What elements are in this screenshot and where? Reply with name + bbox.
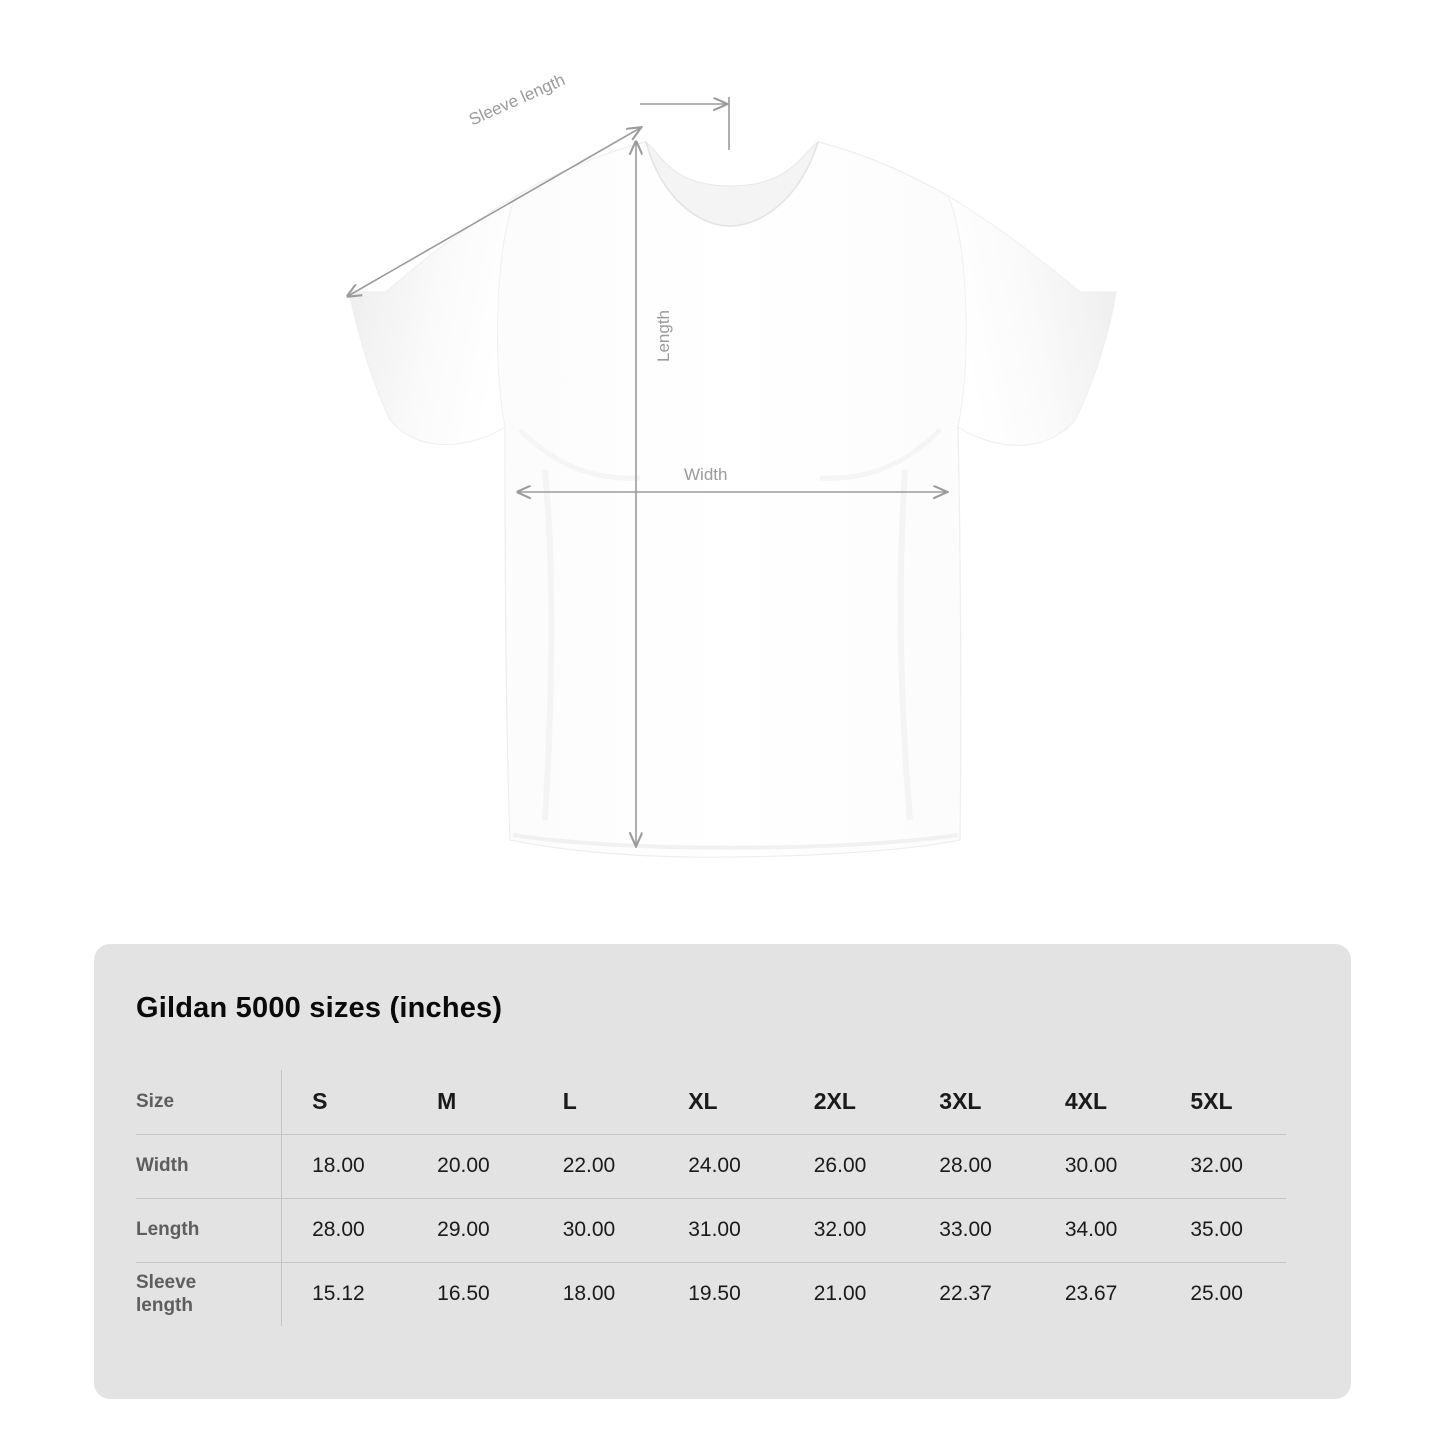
length-2xl: 32.00: [784, 1198, 910, 1262]
width-5xl: 32.00: [1160, 1134, 1286, 1198]
row-header-length: Length: [136, 1198, 282, 1262]
width-2xl: 26.00: [784, 1134, 910, 1198]
sleeve-xl: 19.50: [688, 1282, 741, 1306]
sleeve-l: 18.00: [562, 1282, 616, 1306]
sleeve-s: 15.12: [312, 1282, 365, 1306]
sleeve-label-line2: length: [136, 1295, 193, 1317]
tshirt-shape: [349, 142, 1116, 857]
sleeve-4xl: 23.67: [1064, 1282, 1118, 1306]
length-l: 30.00: [533, 1198, 659, 1262]
size-header-3xl: 3XL: [909, 1070, 1035, 1134]
width-4xl: 30.00: [1035, 1134, 1161, 1198]
table-row-length: [136, 1198, 1286, 1262]
length-5xl: 35.00: [1160, 1198, 1286, 1262]
sleeve-length-label: Sleeve length: [466, 70, 568, 130]
length-s: 28.00: [282, 1198, 408, 1262]
width-m: 20.00: [407, 1134, 533, 1198]
size-chart-title: Gildan 5000 sizes (inches): [136, 992, 503, 1024]
width-3xl: 28.00: [909, 1134, 1035, 1198]
length-4xl: 34.00: [1035, 1198, 1161, 1262]
length-3xl: 33.00: [909, 1198, 1035, 1262]
size-header-xl: XL: [658, 1070, 784, 1134]
width-label: Width: [684, 465, 728, 484]
table-row-sizes: [136, 1070, 1286, 1134]
size-header-l: L: [533, 1070, 659, 1134]
size-header-2xl: 2XL: [784, 1070, 910, 1134]
row-header-width: Width: [136, 1134, 282, 1198]
table-row-width: [136, 1134, 1286, 1198]
size-header-5xl: 5XL: [1160, 1070, 1286, 1134]
length-label: Length: [654, 310, 673, 362]
size-header-s: S: [282, 1070, 408, 1134]
sleeve-label-line1: Sleeve: [136, 1271, 197, 1293]
table-row-sleeve-length: [136, 1262, 1286, 1326]
length-xl: 31.00: [658, 1198, 784, 1262]
sleeve-5xl: 25.00: [1190, 1282, 1243, 1306]
size-chart-card: [94, 944, 1351, 1399]
size-chart-table: [136, 1070, 1286, 1326]
width-s: 18.00: [282, 1134, 408, 1198]
sleeve-3xl: 22.37: [939, 1282, 992, 1306]
sleeve-m: 16.50: [437, 1282, 490, 1306]
size-header-m: M: [407, 1070, 533, 1134]
row-header-sleeve-length: [136, 1262, 282, 1326]
row-header-size: Size: [136, 1070, 282, 1134]
width-l: 22.00: [533, 1134, 659, 1198]
length-m: 29.00: [407, 1198, 533, 1262]
size-header-4xl: 4XL: [1035, 1070, 1161, 1134]
sleeve-2xl: 21.00: [813, 1282, 867, 1306]
width-xl: 24.00: [658, 1134, 784, 1198]
